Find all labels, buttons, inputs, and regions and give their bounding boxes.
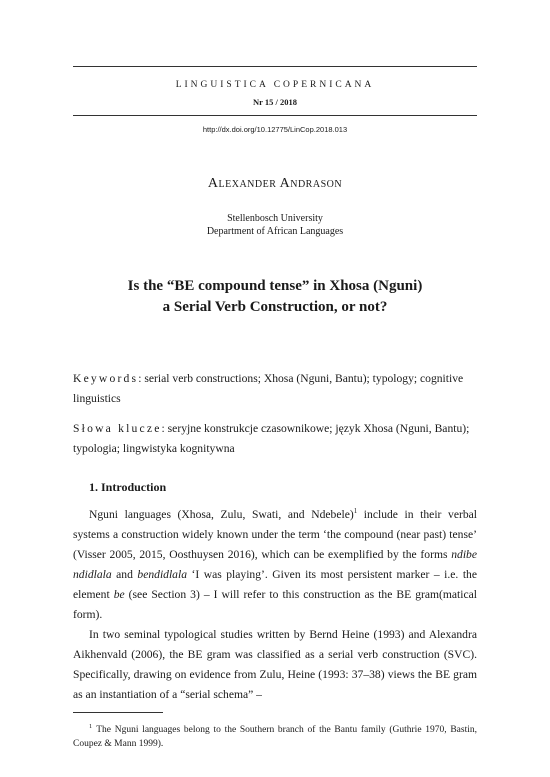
example-form-1: ndibe ndidlala [73,547,477,581]
footnote-ref[interactable]: 1 [353,507,358,515]
top-rule [73,66,477,67]
body-text [73,501,477,705]
university: Stellenbosch University [227,213,323,224]
paper-title [73,276,477,318]
author-name: Alexander Andrason [207,176,343,191]
slowa-kluczowe: Słowa klucze: seryjne konstrukcje czasownikowe; język Xhosa (Nguni, Bantu); typologia; lingwistyka kognitywna [73,422,470,455]
affiliation [73,212,477,238]
journal-name: LINGUISTICA COPERNICANA [175,80,375,90]
footnote-mark: 1 [89,723,93,730]
be-marker: be [113,587,125,601]
issue-number: Nr 15 / 2018 [253,97,297,107]
paragraph-2: In two seminal typological studies written by Bernd Heine (1993) and Alexandra Aikhenvald (2006), the BE gram was classified as a serial verb construction (SVC). Specifically, drawing on evidence from Zulu, Heine (1993: 37–38) views the BE gram as an instantiation of a “serial schema” – [73,627,477,701]
keywords-text: serial verb constructions; Xhosa (Nguni, Bantu); typology; cognitive linguistics [73,372,464,405]
keywords: Keywords: serial verb constructions; Xhosa (Nguni, Bantu); typology; cognitive linguistics [73,372,464,405]
issue-rule [73,115,477,116]
title-line-2: a Serial Verb Construction, or not? [162,299,388,315]
slowa-kluczowe-label: Słowa klucze [73,422,162,435]
section-heading: 1. Introduction [89,480,167,494]
slowa-kluczowe-text: seryjne konstrukcje czasownikowe; język Xhosa (Nguni, Bantu); typologia; lingwistyka kognitywna [73,422,470,455]
example-form-2: bendidlala [137,567,187,581]
department: Department of African Languages [206,226,344,237]
paragraph-1: Nguni languages (Xhosa, Zulu, Swati, and Ndebele)$^1$ include in their verbal systems a construction widely known under the term ‘the compound (near past) tense’ (Visser 2005, 2015, Oosthuysen 2016), which can be exemplified by the forms ndibe ndidlala and bendidlala ‘I was playing’. Given its most persistent marker – i.e. the element be (see Section 3) – I will refer to this construction as the BE gram(matical form). [73,507,478,621]
footnote [73,720,477,751]
title-line-1: Is the “BE compound tense” in Xhosa (Nguni) [127,278,423,294]
doi-link[interactable]: http://dx.doi.org/10.12775/LinCop.2018.013 [202,125,348,134]
keywords-label: Keywords [73,372,139,385]
footnote-rule [73,712,163,713]
footnote-text: The Nguni languages belong to the Southern branch of the Bantu family (Guthrie 1970, Bastin, Coupez & Mann 1999). [73,725,477,750]
